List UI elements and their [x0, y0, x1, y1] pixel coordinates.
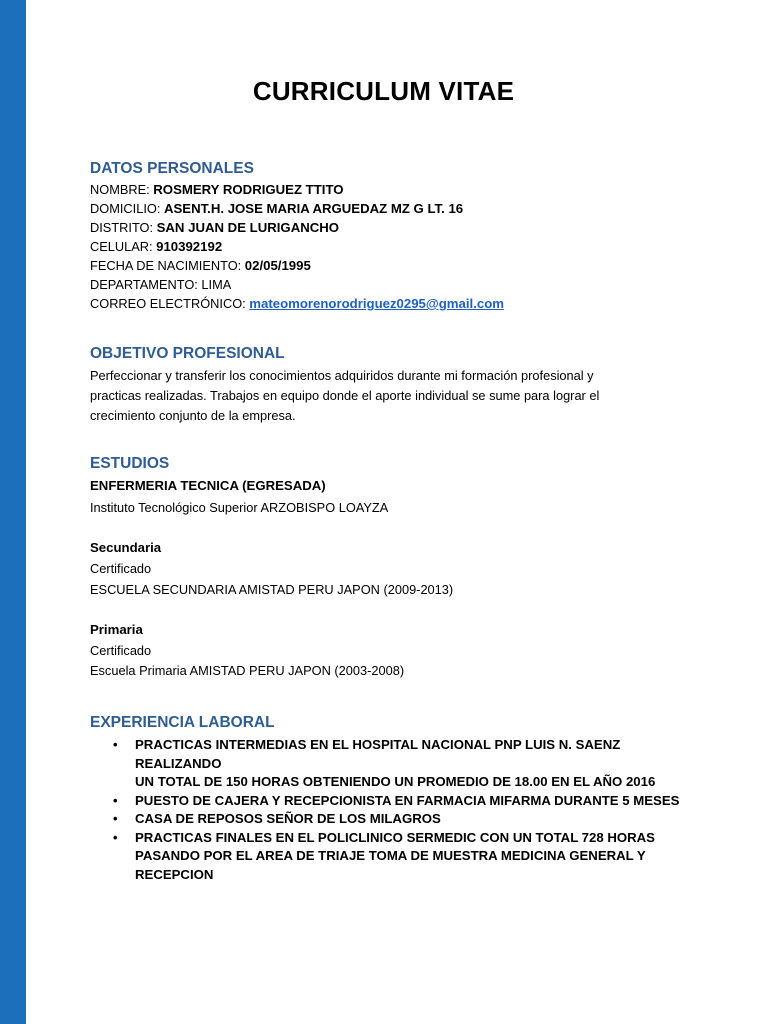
secondary-school: ESCUELA SECUNDARIA AMISTAD PERU JAPON (2009-2013) — [90, 582, 454, 597]
objective-line: practicas realizadas. Trabajos en equipo donde el aporte individual se sume para lograr el — [90, 388, 600, 403]
experience-item — [90, 792, 690, 811]
field-label: DISTRITO: — [90, 220, 157, 235]
field-label: DEPARTAMENTO: LIMA — [90, 277, 232, 292]
field-district — [90, 218, 339, 237]
experience-item — [90, 736, 690, 792]
institute-name: Instituto Tecnológico Superior ARZOBISPO LOAYZA — [90, 500, 389, 515]
objective-line: crecimiento conjunto de la empresa. — [90, 408, 296, 423]
personal-data-heading: DATOS PERSONALES — [90, 160, 254, 177]
field-address — [90, 199, 463, 218]
field-label: FECHA DE NACIMIENTO: — [90, 258, 245, 273]
primary-school: Escuela Primaria AMISTAD PERU JAPON (2003-2008) — [90, 663, 405, 678]
field-label: CELULAR: — [90, 239, 157, 254]
bullet-icon: • — [113, 829, 118, 845]
field-birthdate — [90, 256, 311, 275]
experience-list — [90, 736, 690, 884]
experience-heading: EXPERIENCIA LABORAL — [90, 714, 275, 731]
experience-line: PRACTICAS FINALES EN EL POLICLINICO SERMEDIC CON UN TOTAL 728 HORAS — [135, 829, 655, 845]
secondary-status: Certificado — [90, 561, 152, 576]
experience-line: PASANDO POR EL AREA DE TRIAJE TOMA DE MUESTRA MEDICINA GENERAL Y — [135, 848, 646, 863]
experience-line: UN TOTAL DE 150 HORAS OBTENIENDO UN PROMEDIO DE 18.00 EN EL AÑO 2016 — [135, 774, 656, 789]
experience-line: RECEPCION — [135, 866, 214, 882]
experience-item — [90, 810, 690, 829]
experience-line: CASA DE REPOSOS SEÑOR DE LOS MILAGROS — [135, 811, 441, 826]
field-value: ASENT.H. JOSE MARIA ARGUEDAZ MZ G LT. 16 — [163, 201, 464, 216]
email-link[interactable]: mateomorenorodriguez0295@gmail.com — [249, 296, 504, 311]
experience-line: PUESTO DE CAJERA Y RECEPCIONISTA EN FARMACIA MIFARMA DURANTE 5 MESES — [135, 792, 680, 808]
secondary-title: Secundaria — [90, 540, 162, 555]
primary-title: Primaria — [90, 622, 143, 637]
bullet-icon: • — [113, 792, 118, 808]
bullet-icon: • — [113, 737, 118, 752]
document-title: CURRICULUM VITAE — [252, 76, 515, 106]
field-value: SAN JUAN DE LURIGANCHO — [156, 220, 340, 235]
primary-status: Certificado — [90, 643, 152, 658]
experience-line: PRACTICAS INTERMEDIAS EN EL HOSPITAL NACIONAL PNP LUIS N. SAENZ REALIZANDO — [135, 737, 621, 771]
side-accent-bar — [0, 0, 26, 1024]
field-value: 02/05/1995 — [244, 258, 311, 273]
field-label: NOMBRE: — [90, 182, 154, 197]
field-email — [90, 294, 504, 313]
field-value: ROSMERY RODRIGUEZ TTITO — [153, 182, 344, 197]
field-value: 910392192 — [156, 239, 223, 254]
field-label: CORREO ELECTRÓNICO: — [90, 296, 250, 311]
field-name — [90, 180, 344, 199]
field-label: DOMICILIO: — [90, 201, 164, 216]
field-phone — [90, 237, 222, 256]
field-department — [90, 275, 231, 294]
experience-item — [90, 829, 690, 885]
bullet-icon: • — [113, 811, 118, 826]
objective-paragraph — [90, 366, 665, 426]
objective-heading: OBJETIVO PROFESIONAL — [90, 345, 285, 362]
degree-title: ENFERMERIA TECNICA (EGRESADA) — [90, 478, 326, 493]
objective-line: Perfeccionar y transferir los conocimientos adquiridos durante mi formación profesional y — [90, 368, 594, 383]
studies-heading: ESTUDIOS — [90, 455, 170, 472]
